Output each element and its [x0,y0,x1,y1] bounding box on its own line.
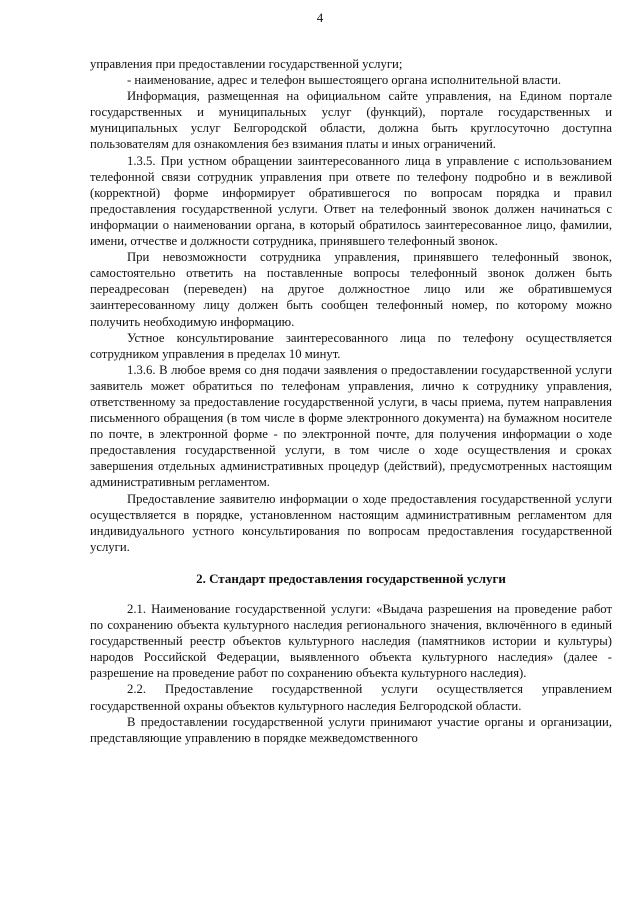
paragraph-2-1: 2.1. Наименование государственной услуги: «Выдача разрешения на проведение работ по сохранению объекта культурного наследия регионального значения, включённого в единый государственный реестр объектов культурного наследия (памятников истории и культуры) народов Российской Федерации, выявленного объекта культурного наследия» (далее - разрешение на проведение работ по сохранению объекта культурного наследия). [90,602,612,681]
paragraph-authority-address: - наименование, адрес и телефон вышестоящего органа исполнительной власти. [127,73,562,88]
paragraph-participants: В предоставлении государственной услуги принимают участие органы и организации, представляющие управлению в порядке межведомственного [90,714,612,745]
paragraph-call-redirect: При невозможности сотрудника управления, принявшего телефонный звонок, самостоятельно ответить на поставленные вопросы телефонный звонок должен быть переадресован (переведен) на другое должностное лицо или же обратившемуся заинтересованному лицу должен быть сообщен телефонный номер, по которому можно получить необходимую информацию. [90,250,612,329]
paragraph-continuation: управления при предоставлении государственной услуги; [90,57,403,71]
paragraph-1-3-6: 1.3.6. В любое время со дня подачи заявления о предоставлении государственной услуги заявитель может обратиться по телефонам управления, лично к сотруднику управления, ответственному за предоставление государственной услуги, в часы приема, путем направления письменного обращения (в том числе в форме электронного документа) на бумажном носителе по почте, в электронной форме - по электронной почте, для получения информации о ходе предоставления государственной услуги, в том числе о ходе осуществления и сроках завершения отдельных административных процедур (действий), предусмотренных настоящим административным регламентом. [90,362,612,490]
paragraph-2-2: 2.2. Предоставление государственной услуги осуществляется управлением государственной охраны объектов культурного наследия Белгородской области. [90,682,612,713]
page-number: 4 [316,10,324,25]
paragraph-phone-consult-duration: Устное консультирование заинтересованного лица по телефону осуществляется сотрудником управления в пределах 10 минут. [90,330,612,361]
paragraph-website-info: Информация, размещенная на официальном сайте управления, на Едином портале государственных и муниципальных услуг (функций), портале государственных и муниципальных услуг Белгородской области, должна быть круглосуточно доступна пользователям для ознакомления без взимания платы и иных ограничений. [90,89,612,152]
section-heading: 2. Стандарт предоставления государственной услуги [196,570,506,586]
paragraph-progress-info: Предоставление заявителю информации о ходе предоставления государственной услуги осуществляется в порядке, установленном настоящим административным регламентом для индивидуального устного консультирования по вопросам предоставления государственной услуги. [90,491,612,554]
paragraph-1-3-5: 1.3.5. При устном обращении заинтересованного лица в управление с использованием телефонной связи сотрудник управления при ответе по телефону подробно и в вежливой (корректной) форме информирует обратившегося по вопросам порядка и правил предоставления государственной услуги. Ответ на телефонный звонок должен начинаться с информации о наименовании органа, в который обратилось заинтересованное лицо, фамилии, имени, отчестве и должности сотрудника, принявшего телефонный звонок. [90,153,612,249]
document-body [90,56,612,746]
